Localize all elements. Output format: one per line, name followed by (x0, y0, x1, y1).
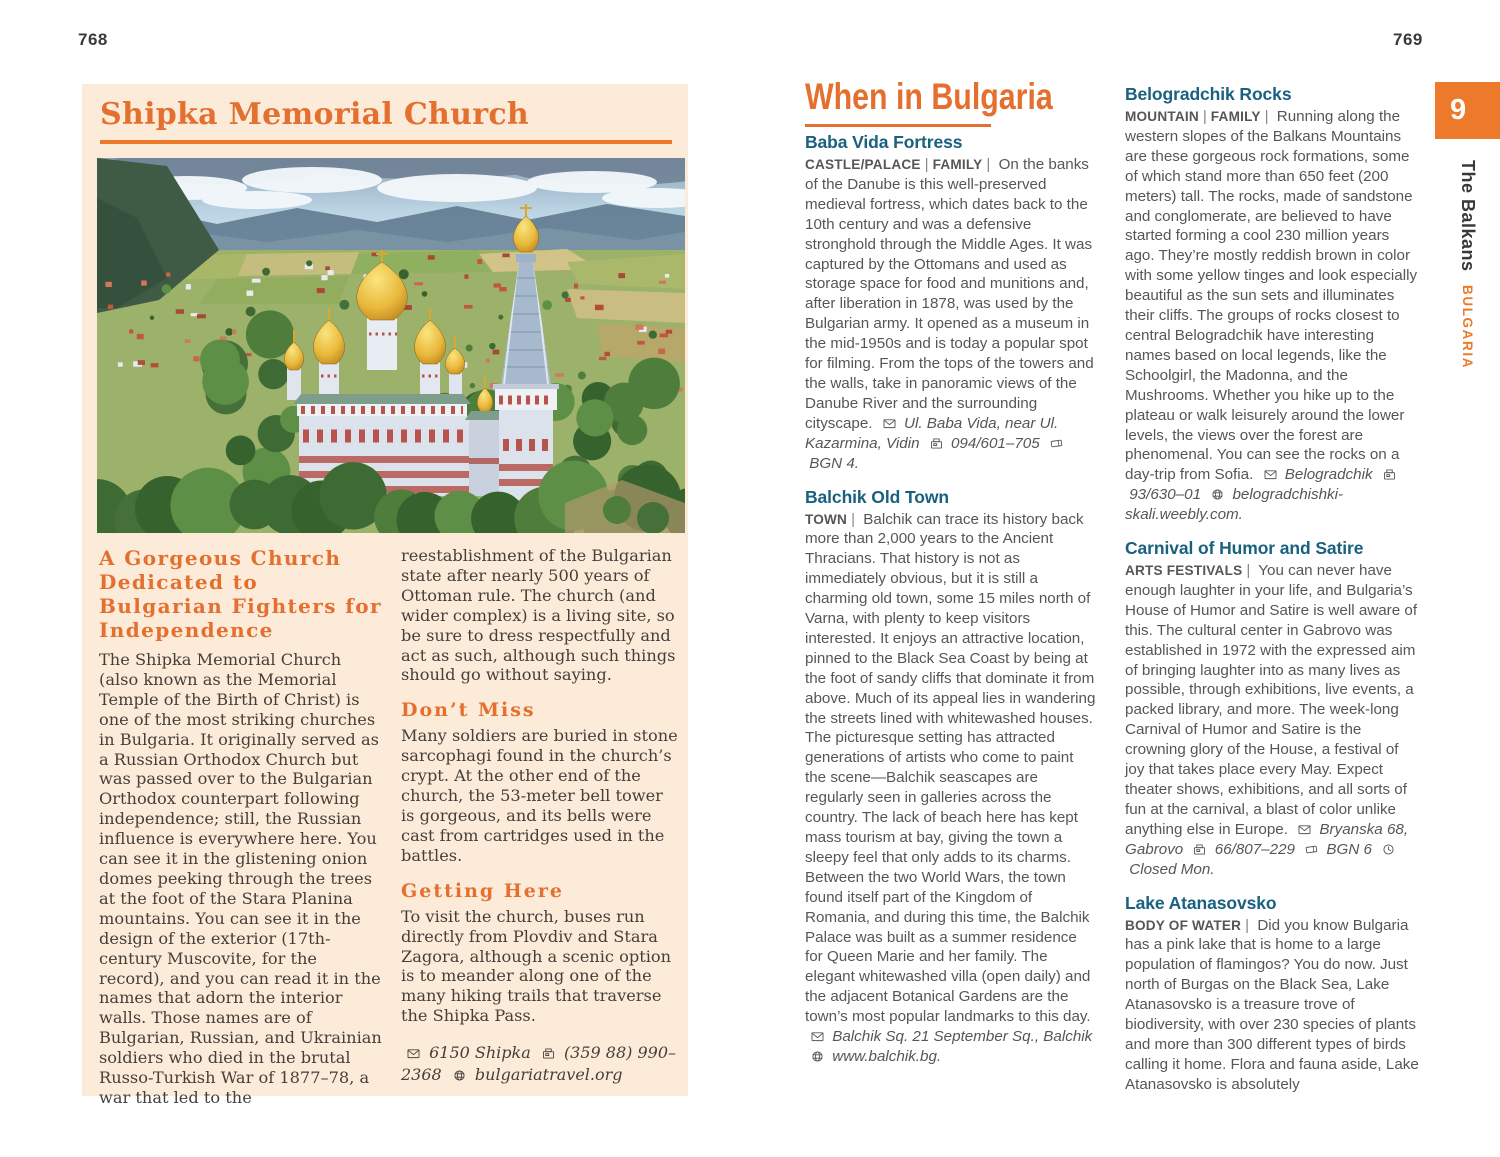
phone-icon (1382, 466, 1397, 477)
poi-name: Lake Atanasovsko (1125, 892, 1277, 913)
poi-name: Belogradchik Rocks (1125, 84, 1292, 104)
page-number-right: 769 (1393, 30, 1423, 49)
church-photo-illustration (97, 158, 685, 533)
poi-name: Balchik Old Town (805, 486, 949, 507)
category-separator: | (1245, 916, 1250, 934)
when-in-bulgaria-section (805, 78, 1421, 1108)
poi-name: Carnival of Humor and Satire (1125, 538, 1364, 559)
poi-listing (1125, 538, 1419, 880)
poi-listing (805, 132, 1097, 474)
poi-description: ARTS FESTIVALS | You can never have enough laughter in your life, and Bulgaria’s House of Humor and Satire is well aware of this. The cultural center in Gabrovo was established in 1972 with the expressed aim of bringing laughter into as many lives as possible, through exhibitions, live events, a packed library, and more. The week-long Carnival of Humor and Satire is the crowning glory of the House, a festival of joy that takes place every May. Expect theater shows, exhibitions, and all sorts of fun at the carnival, a blast of color unlike anything else in Europe. Bryanska 68, Gabrovo 66/807–229 BGN 6 Closed Mon. (1125, 562, 1418, 878)
getting-here-text: To visit the church, buses run directly from Plovdiv and Stara Zagora, although a scenic option is to meander along one of the many hiking trails that traverse the Shipka Pass. (401, 906, 672, 1026)
contact-closed: Closed Mon. (1129, 860, 1215, 878)
dont-miss-heading: Don’t Miss (401, 699, 536, 722)
poi-listing (805, 487, 1097, 1067)
feature-paragraph-1: The Shipka Memorial Church (also known as the Memorial Temple of the Birth of Christ) is one of the most striking churches in Bulgaria. It originally served as a Russian Orthodox Church but was passed over to the Bulgarian Orthodox counterpart following independence; still, the Russian influence is everywhere here. You can see it in the glistening onion domes peeking through the trees at the foot of the Stara Planina mountains. You can see it in the design of the exterior (17th-century Muscovite, for the record), and you can read it in the names that adorn the interior walls. Those names are of Bulgarian, Russian, and Ukrainian soldiers who died in the brutal Russo-Turkish War of 1877–78, a war that led to the (99, 650, 382, 1107)
contact-phone: 66/807–229 (1214, 840, 1300, 858)
address-icon (406, 1043, 421, 1054)
getting-here-heading: Getting Here (401, 879, 564, 902)
listings-column-1 (805, 132, 1097, 1080)
category-separator: | (1246, 562, 1251, 580)
web-icon (1210, 486, 1225, 497)
contact-admission: BGN 6 (1326, 840, 1377, 858)
poi-description: BODY OF WATER | Did you know Bulgaria has a pink lake that is home to a large population of flamingos? You do now. Just north of Burgas on the Black Sea, Lake Atanasovsko is a treasure trove of biodiversity, with over 230 species of plants and more than 300 different types of birds calling it home. Flora and fauna aside, Lake Atanasovsko is absolutely (1125, 916, 1419, 1093)
poi-description: CASTLE/PALACE | FAMILY | On the banks of the Danube is this well-preserved medieval fortress, which dates back to the 10th century and was a defensive stronghold through the Middle Ages. It was captured by the Ottomans and used as storage space for food and munitions and, after liberation in 1878, was used by the Bulgarian army. It opened as a museum in the mid-1950s and is today a popular spot for filming. From the tops of the towers and the walls, take in panoramic views of the Danube River and the surrounding cityscape. Ul. Baba Vida, near Ul. Kazarmina, Vidin 094/601–705 BGN 4. (805, 156, 1094, 472)
admission-icon (1304, 841, 1319, 852)
category-separator: | (1202, 108, 1207, 125)
poi-category: MOUNTAIN (1125, 109, 1199, 124)
poi-listing (1125, 893, 1419, 1095)
address-icon (882, 415, 897, 426)
contact-address: Ul. Baba Vida, near Ul. Kazarmina, Vidin (805, 414, 1059, 452)
contact-web: www.balchik.bg. (832, 1047, 942, 1065)
contact-admission: BGN 4. (809, 454, 860, 472)
section-title: When in Bulgaria (805, 76, 1053, 117)
contact-web: bulgariatravel.org (474, 1064, 623, 1084)
phone-icon (1192, 841, 1207, 852)
poi-category: TOWN (805, 511, 848, 527)
poi-category: FAMILY (1210, 109, 1261, 124)
contact-web: belogradchishki-skali.weebly.com. (1125, 486, 1344, 524)
web-icon (810, 1048, 825, 1059)
feature-paragraph-2: reestablishment of the Bulgarian state after nearly 500 years of Ottoman rule. The church (and wider complex) is a living site, so be sure to dress respectfully and act as such, although such things should go without saying. (401, 546, 676, 685)
chapter-region-label: The Balkans (1458, 160, 1478, 272)
poi-description: MOUNTAIN | FAMILY | Running along the western slopes of the Balkans Mountains are these gorgeous rock formations, some of which stand more than 650 feet (200 meters) tall. The rocks, made of sandstone and conglomerate, are believed to have started forming a cool 230 million years ago. They’re mostly reddish brown in color with some yellow tinges and look especially beautiful as the sun sets and illuminates their cliffs. The groups of rocks closest to central Belogradchik have interesting names based on local legends, like the Schoolgirl, the Madonna, and the Mushrooms. Whether you hike up to the plateau or walk leisurely around the lower levels, the views over the forest are phenomenal. You can see the rocks on a day-trip from Sofia. Belogradchik 93/630–01 belogradchishki-skali.weebly.com. (1125, 108, 1418, 524)
feature-title: Shipka Memorial Church (100, 97, 530, 132)
feature-subheading: A Gorgeous Church Dedicated to Bulgarian Fighters for Independence (99, 546, 382, 642)
category-separator: | (1264, 108, 1269, 125)
category-separator: | (924, 156, 929, 173)
address-icon (1263, 466, 1278, 477)
address-icon (1297, 821, 1312, 832)
contact-address: Bryanska 68, Gabrovo (1125, 820, 1409, 858)
admission-icon (1049, 435, 1064, 446)
page-number-left: 768 (78, 30, 108, 49)
address-icon (810, 1028, 825, 1039)
section-title-rule (805, 124, 991, 127)
church-aerial-photo (97, 158, 685, 533)
poi-name: Baba Vida Fortress (805, 132, 963, 152)
contact-address: 6150 Shipka (429, 1043, 536, 1063)
feature-contact-line (401, 1042, 679, 1085)
contact-address: Balchik Sq. 21 September Sq., Balchik (832, 1028, 1093, 1046)
contact-phone: 93/630–01 (1129, 486, 1206, 504)
chapter-tab (1435, 82, 1500, 369)
phone-icon (541, 1043, 556, 1054)
phone-icon (929, 435, 944, 446)
feature-title-rule (100, 140, 672, 144)
contact-address: Belogradchik (1284, 466, 1377, 484)
category-separator: | (986, 156, 991, 173)
listings-column-2 (1125, 84, 1419, 1108)
poi-category: ARTS FESTIVALS (1125, 563, 1243, 579)
poi-category: FAMILY (932, 157, 983, 172)
web-icon (452, 1065, 467, 1076)
poi-listing (1125, 84, 1419, 525)
poi-category: CASTLE/PALACE (805, 157, 921, 172)
closed-icon (1381, 841, 1396, 852)
dont-miss-text: Many soldiers are buried in stone sarcophagi found in the church’s crypt. At the other end of the church, the 53-meter bell tower is gorgeous, and its bells were cast from cartridges used in the battles. (401, 726, 678, 865)
feature-text-columns (99, 546, 678, 1120)
feature-panel (82, 84, 688, 1107)
contact-phone: (359 88) 990–2368 (401, 1043, 677, 1084)
contact-phone: 094/601–705 (950, 434, 1044, 452)
poi-description: TOWN | Balchik can trace its history back more than 2,000 years to the Ancient Thracians. That history is not as immediately obvious, but it is still a charming old town, some 15 miles north of Varna, with plenty to keep visitors interested. It enjoys an attractive location, pinned to the Black Sea Coast by being at the foot of sandy cliffs that dominate it from above. Much of its appeal lies in wandering the streets lined with whitewashed houses. The picturesque setting has attracted generations of artists who come to paint the scene—Balchik seascapes are regularly seen in galleries across the country. The lack of beach here has kept mass tourism at bay, giving the town a sleepy feel that only adds to its charms. Between the two World Wars, the town found itself part of the Kingdom of Romania, and during this time, the Balchik Palace was built as a summer residence for Queen Marie and her family. The elegant whitewashed villa (open daily) and the adjacent Botanical Gardens are the town’s most popular landmarks to this day. Balchik Sq. 21 September Sq., Balchik www.balchik.bg. (805, 510, 1096, 1065)
chapter-country-label: BULGARIA (1460, 284, 1475, 369)
poi-category: BODY OF WATER (1125, 917, 1242, 933)
category-separator: | (851, 510, 856, 528)
chapter-number-badge: 9 (1435, 82, 1500, 139)
